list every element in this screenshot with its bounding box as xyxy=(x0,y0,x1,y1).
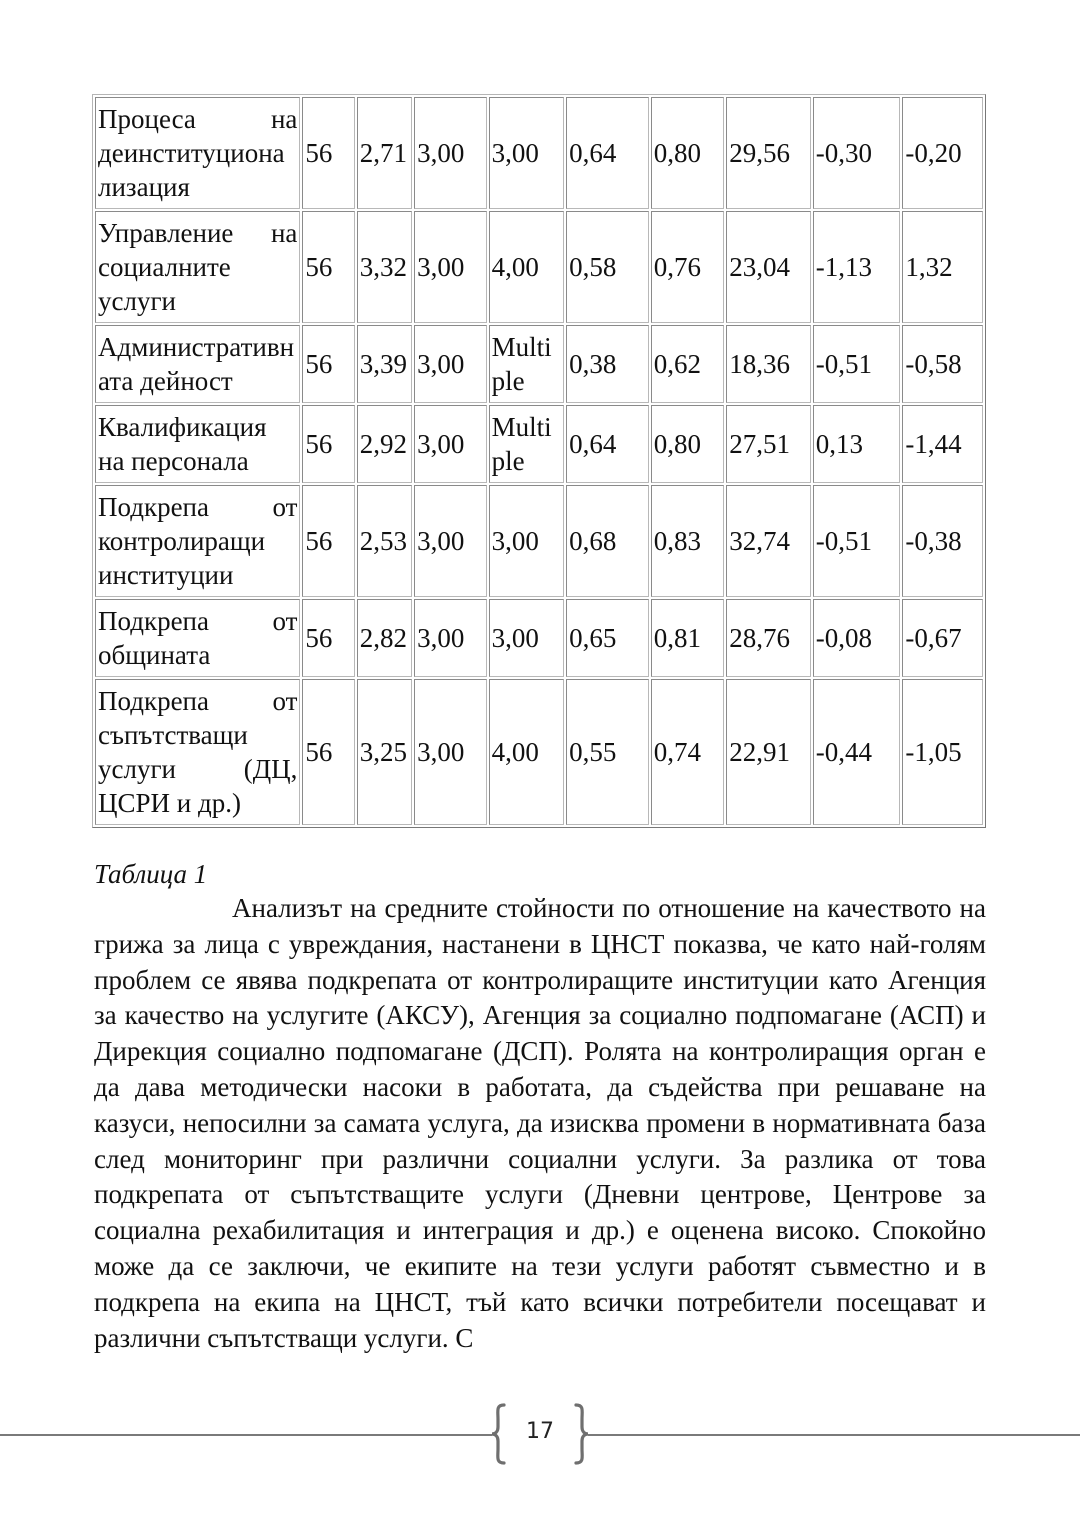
table-cell: 2,92 xyxy=(357,405,412,483)
table-cell: 56 xyxy=(302,485,354,597)
table-cell: 3,25 xyxy=(357,679,412,825)
table-cell: -0,51 xyxy=(813,485,901,597)
table-body xyxy=(95,97,983,825)
table-cell: 28,76 xyxy=(726,599,811,677)
table-row xyxy=(95,325,983,403)
table-cell: -1,13 xyxy=(813,211,901,323)
table-row xyxy=(95,599,983,677)
table-cell: 56 xyxy=(302,405,354,483)
table-cell: 0,64 xyxy=(566,97,649,209)
row-label: Квалификация на персонала xyxy=(95,405,300,483)
statistics-table xyxy=(92,94,986,828)
table-caption: Таблица 1 xyxy=(94,859,208,889)
table-cell: 56 xyxy=(302,211,354,323)
table-cell: 0,38 xyxy=(566,325,649,403)
table-cell: -0,67 xyxy=(902,599,983,677)
row-label: Подкрепа от контролиращи институции xyxy=(95,485,300,597)
table-cell: -0,08 xyxy=(813,599,901,677)
table-cell: 2,71 xyxy=(357,97,412,209)
table-cell: -0,51 xyxy=(813,325,901,403)
page-number-bracket xyxy=(492,1403,588,1465)
table-cell: 0,68 xyxy=(566,485,649,597)
table-cell: 18,36 xyxy=(726,325,811,403)
table-cell: 4,00 xyxy=(489,679,565,825)
table-cell: 4,00 xyxy=(489,211,565,323)
row-label: Подкрепа от съпътстващи услуги (ДЦ, ЦСРИ и др.) xyxy=(95,679,300,825)
table-cell: 0,58 xyxy=(566,211,649,323)
table-cell: -0,44 xyxy=(813,679,901,825)
page-number: 17 xyxy=(526,1419,554,1444)
table-cell: 0,80 xyxy=(651,97,725,209)
row-label: Процеса на деинституционализация xyxy=(95,97,300,209)
table-cell: -0,30 xyxy=(813,97,901,209)
table-cell: 0,13 xyxy=(813,405,901,483)
table-cell: 3,00 xyxy=(489,485,565,597)
table-cell: 0,80 xyxy=(651,405,725,483)
table-cell: Multiple xyxy=(489,325,565,403)
table-cell: 0,83 xyxy=(651,485,725,597)
table-cell: 56 xyxy=(302,599,354,677)
table-cell: 3,00 xyxy=(414,599,487,677)
table-row xyxy=(95,97,983,209)
table-cell: 3,00 xyxy=(414,679,487,825)
footer-rule-right xyxy=(588,1434,1080,1436)
table-cell: 3,00 xyxy=(414,325,487,403)
table-cell: 1,32 xyxy=(902,211,983,323)
table-cell: -0,20 xyxy=(902,97,983,209)
body-paragraph: Анализът на средните стойности по отношение на качеството на грижа за лица с увреждания, настанени в ЦНСТ показва, че като най-голям проблем се явява подкрепата от контролиращите институции като Агенция за качество на услугите (АКСУ), Агенция за социално подпомагане (АСП) и Дирекция социално подпомагане (ДСП). Ролята на контролиращия орган е да дава методически насоки в работата, да съдейства при решаване на казуси, непосилни за самата услуга, да изисква промени в нормативната база след мониторинг при различни социални услуги. За разлика от това подкрепата от съпътстващите услуги (Дневни центрове, Центрове за социална рехабилитация и интеграция и др.) е оценена високо. Спокойно може да се заключи, че екипите на тези услуги работят съвместно и в подкрепа на екипа на ЦНСТ, тъй като всички потребители посещават и различни съпътстващи услуги. С xyxy=(94,893,986,1353)
table-cell: 29,56 xyxy=(726,97,811,209)
table-cell: 56 xyxy=(302,325,354,403)
table-cell: 0,65 xyxy=(566,599,649,677)
row-label: Управление на социалните услуги xyxy=(95,211,300,323)
table-cell: 0,55 xyxy=(566,679,649,825)
table-cell: 3,39 xyxy=(357,325,412,403)
row-label: Подкрепа от общината xyxy=(95,599,300,677)
table-cell: 3,00 xyxy=(489,599,565,677)
table-cell: 23,04 xyxy=(726,211,811,323)
table-row xyxy=(95,679,983,825)
table-cell: 0,74 xyxy=(651,679,725,825)
table-cell: 0,81 xyxy=(651,599,725,677)
table-cell: 56 xyxy=(302,679,354,825)
table-cell: 3,00 xyxy=(414,211,487,323)
table-cell: -1,44 xyxy=(902,405,983,483)
table-cell: 27,51 xyxy=(726,405,811,483)
table-cell: 3,32 xyxy=(357,211,412,323)
table-cell: 3,00 xyxy=(414,485,487,597)
table-cell: 0,76 xyxy=(651,211,725,323)
table-row xyxy=(95,485,983,597)
table-cell: 2,53 xyxy=(357,485,412,597)
table-cell: -0,38 xyxy=(902,485,983,597)
table-cell: 2,82 xyxy=(357,599,412,677)
table-cell: 3,00 xyxy=(489,97,565,209)
table-row xyxy=(95,405,983,483)
table-row xyxy=(95,211,983,323)
table-cell: Multiple xyxy=(489,405,565,483)
table-cell: -1,05 xyxy=(902,679,983,825)
row-label: Административната дейност xyxy=(95,325,300,403)
table-cell: 0,64 xyxy=(566,405,649,483)
table-cell: -0,58 xyxy=(902,325,983,403)
table-cell: 56 xyxy=(302,97,354,209)
table-cell: 0,62 xyxy=(651,325,725,403)
table-cell: 3,00 xyxy=(414,97,487,209)
table-cell: 3,00 xyxy=(414,405,487,483)
table-cell: 22,91 xyxy=(726,679,811,825)
footer-rule-left xyxy=(0,1434,492,1436)
table-cell: 32,74 xyxy=(726,485,811,597)
